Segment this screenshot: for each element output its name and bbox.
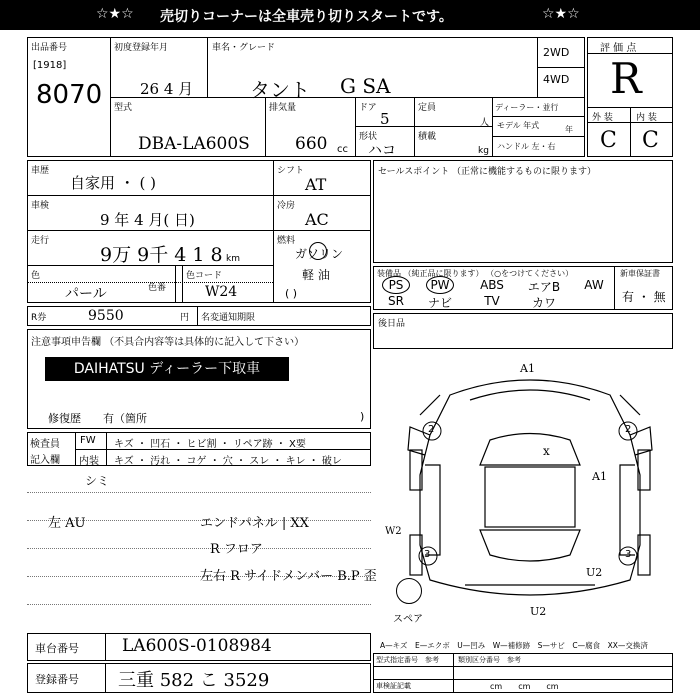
note-line-1: シミ — [85, 474, 110, 488]
capacity-label: 定員 — [418, 103, 437, 113]
model-year-label: モデル 年式 — [497, 121, 540, 130]
color-label: 色 — [31, 271, 41, 281]
fuel-other: ( ) — [285, 287, 298, 300]
notes-label: 注意事項申告欄 （不具合内容等は具体的に記入して下さい） — [31, 337, 305, 348]
note-line-5: 左右 R サイドメンバー B.P 歪 — [200, 569, 377, 584]
diagram-a1-top: A1 — [520, 362, 535, 375]
repair-history: 修復歴 有（箇所 — [48, 412, 147, 425]
model-value: DBA-LA600S — [138, 134, 250, 154]
recycle-section — [27, 306, 371, 326]
equip-navi: ナビ — [427, 296, 452, 310]
displacement-value: 660 — [295, 134, 328, 154]
diagram-circle-label-3: 3 — [424, 549, 431, 560]
spec-form-line-3: 車検証記載 — [376, 682, 411, 690]
note-line-3: エンドパネル | XX — [200, 516, 309, 531]
exterior-grade: C — [600, 128, 617, 153]
first-reg-label: 初度登録年月 — [114, 43, 169, 53]
interior-grade: C — [642, 128, 659, 153]
displacement-unit: cc — [337, 144, 348, 155]
car-name-label: 車名・グレード — [212, 43, 276, 53]
top-banner — [0, 0, 700, 30]
inspector-fw: FW — [80, 435, 96, 446]
history-label: 車歴 — [31, 166, 50, 176]
diagram-a1-side: A1 — [592, 470, 607, 483]
exterior-label: 外 装 — [592, 113, 613, 123]
equip-pw-circle — [426, 276, 454, 294]
equip-tv: TV — [484, 294, 500, 308]
shift-value: AT — [305, 175, 327, 194]
car-damage-diagram — [380, 355, 680, 625]
later-items-section — [373, 313, 673, 349]
equip-ps-circle — [382, 276, 410, 294]
banner-text: 売切りコーナーは全車売り切りスタートです。 — [160, 9, 453, 25]
equip-airbag: エアB — [527, 280, 561, 294]
mileage-unit: km — [226, 254, 240, 264]
spec-form-line-4: cm cm cm — [490, 682, 559, 691]
inspector-interior-text: キズ ・ 汚れ ・ コゲ ・ 穴 ・ スレ ・ キレ ・ 破レ — [114, 456, 342, 467]
equip-aw: AW — [584, 278, 604, 292]
shape-label: 形状 — [359, 132, 378, 142]
fuel-diesel: 軽 油 — [302, 268, 330, 282]
diagram-u2-low: U2 — [530, 605, 547, 618]
displacement-label: 排気量 — [269, 103, 297, 113]
interior-label: 内 装 — [636, 113, 657, 123]
inspector-label-1: 検査員 — [30, 439, 60, 450]
equip-pw: PW — [430, 278, 450, 292]
car-grade-value: G SA — [340, 74, 391, 98]
color-code-header: 色コード — [186, 271, 223, 281]
equip-sr: SR — [388, 294, 404, 308]
inspection-label: 車検 — [31, 201, 50, 211]
color-value: パール — [65, 286, 107, 302]
aircon-value: AC — [305, 210, 329, 229]
spec-form-line-1: 型式指定番号 参考 — [376, 656, 439, 664]
notice-deadline-label: 名変通知期限 — [201, 313, 256, 323]
handle-label: ハンドル 左・右 — [497, 142, 556, 151]
model-label: 型式 — [114, 103, 133, 113]
warranty-value: 有 ・ 無 — [622, 290, 666, 304]
drive-2wd: 2WD — [543, 46, 570, 59]
registration-label: 登録番号 — [35, 673, 79, 686]
sales-point-label: セールスポイント （正常に機能するものに限ります） — [378, 167, 597, 177]
warranty-label: 新車保証書 — [620, 269, 660, 278]
rating-value: R — [610, 54, 642, 103]
doors-label: ドア — [359, 103, 377, 113]
repair-history-close: ) — [360, 410, 365, 423]
banner-stars-left: ☆★☆ — [96, 6, 134, 22]
recycle-unit: 円 — [180, 313, 190, 323]
damage-legend: A—キズ E—エクボ U—凹み W—補修跡 S—サビ C—腐食 XX—交換済 — [380, 641, 648, 650]
year-unit: 年 — [565, 125, 573, 134]
drive-4wd: 4WD — [543, 73, 570, 86]
rating-label: 評 価 点 — [600, 43, 637, 54]
inspector-interior: 内装 — [79, 456, 99, 467]
equip-ps: PS — [388, 278, 404, 292]
diagram-x-mark: x — [543, 444, 550, 458]
first-reg-value: 26 4 月 — [140, 80, 194, 98]
note-line-2: 左 AU — [48, 516, 86, 531]
note-line-4: R フロア — [210, 542, 263, 557]
diagram-u2-rear: U2 — [586, 566, 603, 579]
load-label: 積載 — [418, 132, 437, 142]
lot-number: 8070 — [36, 80, 103, 110]
doors-value: 5 — [380, 110, 390, 128]
aircon-label: 冷房 — [277, 201, 296, 211]
lot-label: 出品番号 — [31, 43, 68, 53]
color-code-label: 色番 — [148, 283, 167, 293]
dealer-trade-in-badge: DAIHATSU ディーラー下取車 — [45, 357, 289, 381]
spare-label: スペア — [393, 614, 423, 625]
shift-label: シフト — [277, 166, 305, 176]
diagram-circle-label-4: 3 — [625, 549, 632, 560]
diagram-w2: W2 — [385, 526, 402, 537]
car-name-value: タント — [250, 78, 310, 102]
load-unit: kg — [478, 146, 489, 156]
spec-form-line-2: 類別区分番号 参考 — [458, 656, 521, 664]
registration-value: 三重 582 こ 3529 — [118, 670, 270, 691]
banner-stars-right: ☆★☆ — [542, 6, 580, 22]
recycle-label: R券 — [31, 313, 47, 323]
mileage-label: 走行 — [31, 236, 50, 246]
history-value: 自家用 ・ ( ) — [70, 174, 157, 192]
fuel-label: 燃料 — [277, 236, 296, 246]
inspector-label-2: 記入欄 — [30, 455, 60, 466]
recycle-value: 9550 — [88, 308, 124, 324]
spare-tire-icon — [396, 578, 422, 604]
chassis-value: LA600S-0108984 — [122, 636, 272, 656]
diagram-circle-label-1: 2 — [428, 424, 435, 435]
equipment-label: 装備品 （純正品に限ります） （○をつけてください） — [377, 269, 574, 278]
equip-abs: ABS — [480, 278, 504, 292]
capacity-unit: 人 — [480, 118, 490, 128]
lot-tag: [1918] — [33, 60, 67, 71]
inspection-value: 9 年 4 月( 日) — [100, 211, 195, 229]
dealer-label: ディーラー・並行 — [495, 103, 559, 112]
mileage-value: 9万 9千 4 1 8 — [100, 244, 223, 266]
fuel-value: ガソリン — [295, 247, 344, 261]
color-code-value: W24 — [205, 284, 238, 300]
diagram-circle-label-2: 2 — [625, 424, 632, 435]
shape-value: ハコ — [368, 143, 396, 159]
chassis-label: 車台番号 — [35, 642, 79, 655]
later-items-label: 後日品 — [378, 319, 406, 329]
equip-leather: カワ — [531, 296, 556, 310]
inspector-fw-text: キズ ・ 凹石 ・ ヒビ割 ・ リペア跡 ・ X要 — [114, 439, 306, 450]
